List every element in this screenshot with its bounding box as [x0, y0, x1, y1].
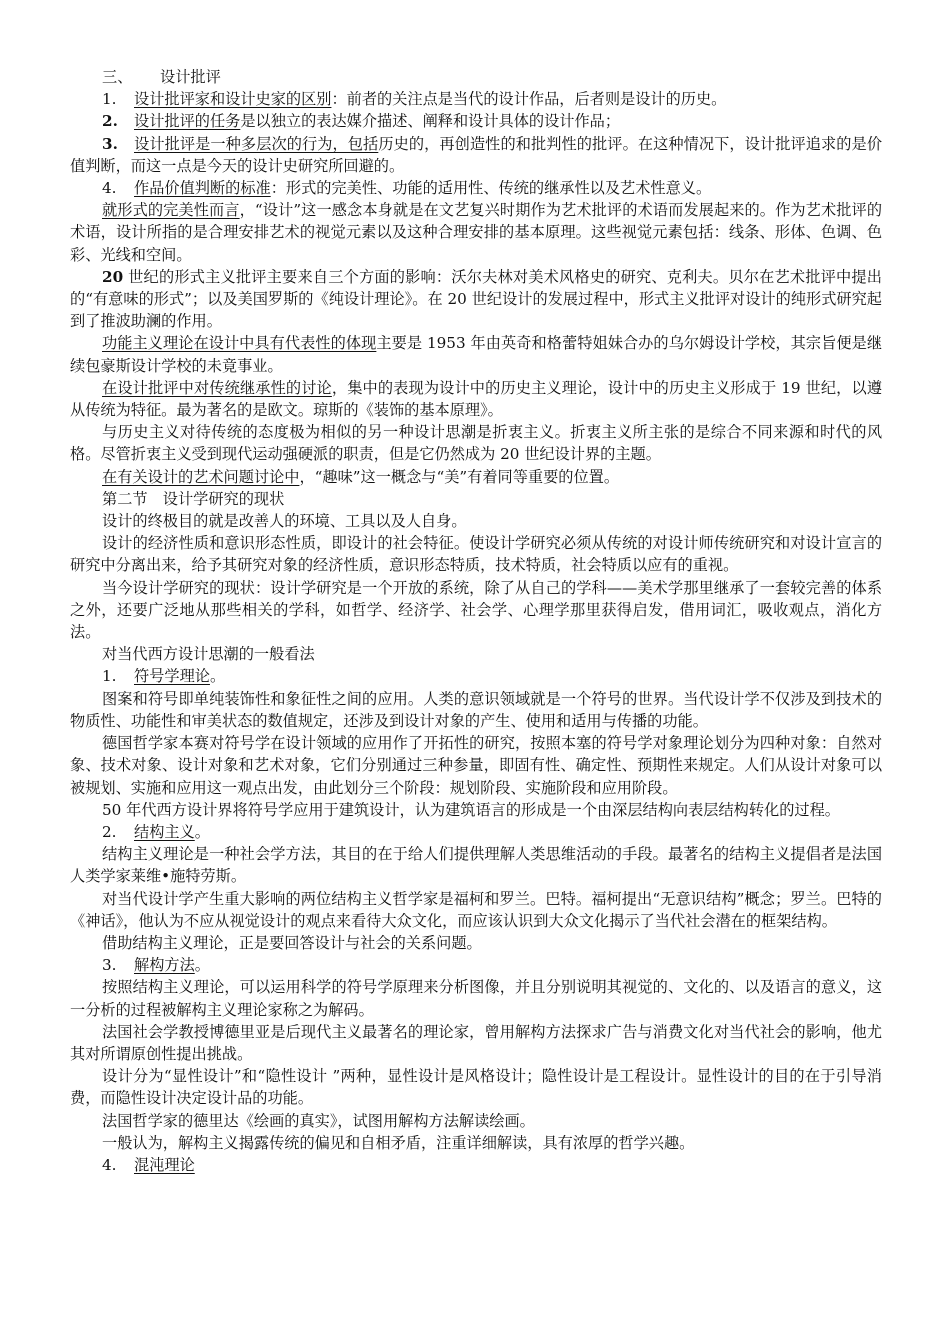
paragraph: 图案和符号即单纯装饰性和象征性之间的应用。人类的意识领域就是一个符号的世界。当代设计学不仅涉及到技术的物质性、功能性和审美状态的数值规定，还涉及到设计对象的产生、使用和适用与传播的功能。 [70, 689, 882, 730]
paragraph: 50 年代西方设计界将符号学应用于建筑设计，认为建筑语言的形成是一个由深层结构向表层结构转化的过程。 [102, 800, 840, 819]
item-key-phrase: 设计批评是一种多层次的行为，包括 [134, 134, 379, 153]
topic-heading [70, 954, 882, 976]
item-number: 2. [102, 112, 118, 131]
topic-number: 1. [102, 667, 117, 686]
paragraph-text: ，集中的表现为设计中的历史主义理论，设计中的历史主义形成于 19 世纪，以遵从传统为特征。最为著名的是欧文。琼斯的《装饰的基本原理》。 [70, 378, 883, 420]
paragraph: 一般认为，解构主义揭露传统的偏见和自相矛盾，注重详细解读，具有浓厚的哲学兴趣。 [102, 1133, 695, 1152]
paragraph [70, 332, 882, 376]
topic-tail: 。 [194, 822, 210, 841]
topic-heading [70, 665, 882, 687]
item-text: ：形式的完美性、功能的适用性、传统的继承性以及艺术性意义。 [270, 179, 712, 198]
section-title: 设计批评 [160, 68, 221, 86]
paragraph [70, 466, 882, 488]
paragraph-text: 世纪的形式主义批评主要来自三个方面的影响：沃尔夫林对美术风格史的研究、克利夫。贝尔在艺术批评中提出的“有意味的形式”；以及美国罗斯的《纯设计理论》。在 20 世纪设计的发展过程中，形式主义批评对设计的纯形式研究起到了推波助澜的作用。 [70, 267, 882, 331]
paragraph: 设计分为“显性设计”和“隐性设计 ”两种，显性设计是风格设计；隐性设计是工程设计。显性设计的目的在于引导消费，而隐性设计决定设计品的功能。 [70, 1067, 882, 1108]
paragraph: 法国哲学家的德里达《绘画的真实》，试图用解构方法解读绘画。 [102, 1111, 535, 1130]
topic-title: 解构方法 [134, 956, 195, 975]
paragraph [70, 377, 882, 421]
topic-title: 混沌理论 [134, 1155, 195, 1174]
paragraph-text: ，“设计”这一感念本身就是在文艺复兴时期作为艺术批评的术语而发展起来的。作为艺术批评的术语，设计所指的是合理安排艺术的视觉元素以及这种合理安排的基本原理。这些视觉元素包括：线条、形体、色调、色彩、光线和空间。 [70, 201, 883, 264]
topic-number: 3. [102, 956, 117, 975]
section-number: 三、 [102, 68, 133, 86]
paragraph-text: ，“趣味”这一概念与“美”有着同等重要的位置。 [299, 467, 620, 486]
paragraph: 借助结构主义理论，正是要回答设计与社会的关系问题。 [102, 933, 482, 952]
topic-heading [70, 821, 882, 843]
topic-number: 2. [102, 822, 117, 841]
paragraph [70, 199, 882, 266]
item-key-phrase: 设计批评家和设计史家的区别 [134, 90, 332, 109]
item-number: 3. [102, 134, 118, 153]
list-item [70, 110, 882, 132]
paragraph: 设计的终极目的就是改善人的环境、工具以及人自身。 [102, 512, 467, 531]
paragraph [70, 266, 882, 333]
item-text: 历史的，再创造性的和批判性的批评。在这种情况下，设计批评追求的是价值判断，而这一点是今天的设计史研究所回避的。 [70, 134, 883, 175]
topic-heading [70, 1154, 882, 1176]
paragraph: 设计的经济性质和意识形态性质，即设计的社会特征。使设计学研究必须从传统的对设计师传统研究和对设计宣言的研究中分离出来，给予其研究对象的经济性质，意识形态特质，技术特质，社会特质以应有的重视。 [70, 534, 882, 575]
item-number: 4. [102, 179, 117, 198]
item-key-phrase: 设计批评的任务 [134, 112, 241, 131]
item-number: 1. [102, 90, 117, 109]
paragraph: 按照结构主义理论，可以运用科学的符号学原理来分析图像，并且分别说明其视觉的、文化的、以及语言的意义，这一分析的过程被解构主义理论家称之为解码。 [70, 978, 882, 1019]
key-phrase: 功能主义理论在设计中具有代表性的体现 [102, 334, 377, 353]
list-item [70, 177, 882, 199]
topic-tail: 。 [209, 667, 226, 686]
paragraph: 德国哲学家本赛对符号学在设计领域的应用作了开拓性的研究，按照本塞的符号学对象理论划分为四种对象：自然对象、技术对象、设计对象和艺术对象，它们分别通过三种参量，即固有性、确定性、预期性来规定。人们从设计对象可以被规划、实施和应用这一观点出发，由此划分三个阶段：规划阶段、实施阶段和应用阶段。 [70, 734, 882, 797]
paragraph: 结构主义理论是一种社会学方法，其目的在于给人们提供理解人类思维活动的手段。最著名的结构主义提倡者是法国人类学家莱维•施特劳斯。 [70, 845, 882, 886]
bold-number: 20 [102, 267, 124, 286]
section-heading [70, 66, 882, 88]
paragraph-text: 主要是 1953 年由英奇和格蕾特姐妹合办的乌尔姆设计学校，其宗旨便是继续包豪斯设计学校的未竟事业。 [70, 334, 883, 375]
list-item [70, 133, 882, 177]
topic-title: 结构主义 [134, 822, 195, 841]
document-page [70, 66, 882, 1176]
key-phrase: 在设计批评中对传统继承性的讨论 [102, 378, 332, 397]
paragraph: 当今设计学研究的现状：设计学研究是一个开放的系统，除了从自己的学科——美术学那里继承了一套较完善的体系之外，还要广泛地从那些相关的学科，如哲学、经济学、社会学、心理学那里获得启发，借用词汇，吸收观点，消化方法。 [70, 578, 882, 642]
key-phrase: 在有关设计的艺术问题讨论中 [102, 467, 300, 486]
paragraph [70, 421, 882, 465]
item-key-phrase: 作品价值判断的标准 [134, 179, 271, 198]
item-text: ：前者的关注点是当代的设计作品，后者则是设计的历史。 [331, 90, 727, 109]
item-text: 是以独立的表达媒介描述、阐释和设计具体的设计作品； [240, 112, 620, 131]
western-heading: 对当代西方设计思潮的一般看法 [102, 645, 315, 664]
paragraph-text: 与历史主义对待传统的态度极为相似的另一种设计思潮是折衷主义。折衷主义所主张的是综合不同来源和时代的风格。尽管折衷主义受到现代运动强硬派的职责，但是它仍然成为 20 世纪设计界的主题。 [70, 423, 882, 464]
paragraph: 法国社会学教授博德里亚是后现代主义最著名的理论家，曾用解构方法探求广告与消费文化对当代社会的影响，他尤其对所谓原创性提出挑战。 [70, 1022, 882, 1063]
key-phrase: 就形式的完美性而言 [102, 201, 240, 220]
topic-title: 符号学理论 [134, 667, 210, 686]
topic-tail: 。 [194, 956, 210, 975]
section2-heading: 第二节 设计学研究的现状 [102, 489, 285, 508]
topic-number: 4. [102, 1155, 117, 1174]
list-item [70, 88, 882, 110]
paragraph: 对当代设计学产生重大影响的两位结构主义哲学家是福柯和罗兰。巴特。福柯提出“无意识结构”概念；罗兰。巴特的《神话》，他认为不应从视觉设计的观点来看待大众文化，而应该认识到大众文化揭示了当代社会潜在的框架结构。 [70, 889, 882, 930]
